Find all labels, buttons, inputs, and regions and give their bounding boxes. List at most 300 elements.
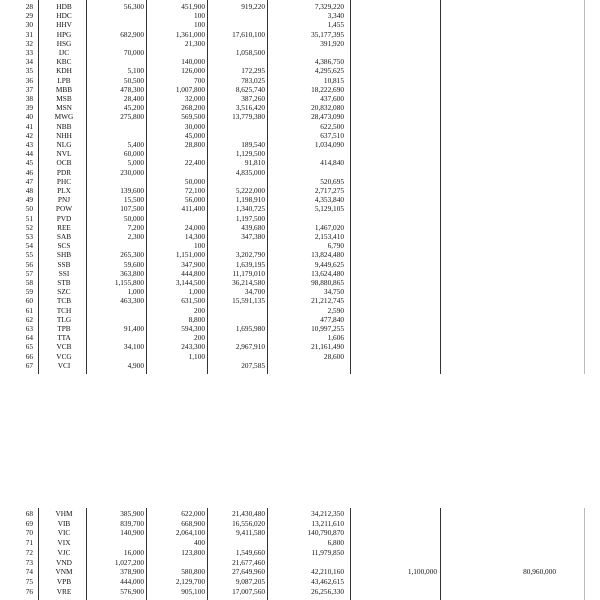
table-row <box>0 168 600 177</box>
value-col-6 <box>440 94 556 103</box>
ticker-code: VIB <box>57 518 71 528</box>
value-col-3 <box>210 538 265 547</box>
value-col-2: 200 <box>194 305 205 315</box>
value-col-4: 34,750 <box>323 287 344 297</box>
value-col-6 <box>440 538 556 547</box>
value-col-5 <box>355 140 437 149</box>
value-col-2: 668,900 <box>181 518 205 528</box>
row-index: 74 <box>25 567 33 577</box>
ticker-code: MSB <box>56 94 72 103</box>
value-col-3 <box>210 241 265 250</box>
value-col-6 <box>440 528 556 537</box>
value-col-5 <box>355 538 437 547</box>
table-row <box>0 2 600 11</box>
value-col-5 <box>355 48 437 57</box>
value-col-2: 30,000 <box>184 121 205 131</box>
table-row <box>0 519 600 528</box>
value-col-3: 1,198,910 <box>235 195 265 205</box>
value-col-1: 230,000 <box>120 167 144 177</box>
value-col-5 <box>355 57 437 66</box>
table-row <box>0 48 600 57</box>
value-col-1: 265,300 <box>120 250 144 260</box>
value-col-2: 594,300 <box>181 324 205 333</box>
value-col-2 <box>150 558 205 567</box>
value-col-4: 437,600 <box>320 94 344 103</box>
value-col-3: 1,340,725 <box>235 204 265 214</box>
row-index: 29 <box>25 11 33 21</box>
value-col-2: 451,900 <box>181 2 205 11</box>
value-col-2: 140,000 <box>181 57 205 67</box>
table-row <box>0 324 600 333</box>
ticker-code: NVL <box>56 149 72 159</box>
value-col-6 <box>440 324 556 333</box>
row-index: 76 <box>25 586 33 596</box>
value-col-1: 59,600 <box>123 259 144 269</box>
value-col-5 <box>355 287 437 296</box>
value-col-1: 140,900 <box>120 528 144 538</box>
row-index: 44 <box>25 149 33 159</box>
value-col-4: 18,222,690 <box>311 84 344 94</box>
value-col-3 <box>210 39 265 48</box>
value-col-1: 139,600 <box>120 186 144 195</box>
value-col-2: 347,900 <box>181 259 205 269</box>
value-col-6 <box>440 342 556 351</box>
row-index: 61 <box>25 305 33 315</box>
value-col-4: 637,510 <box>320 130 344 140</box>
ticker-code: PVD <box>56 213 72 223</box>
value-col-4: 140,790,870 <box>307 528 344 538</box>
row-index: 34 <box>25 57 33 67</box>
value-col-4: 4,353,840 <box>314 195 344 205</box>
value-col-1: 91,400 <box>123 324 144 333</box>
value-col-2: 268,200 <box>181 103 205 113</box>
value-col-6 <box>440 548 556 557</box>
value-col-6 <box>440 204 556 213</box>
ticker-code: VJC <box>57 547 71 557</box>
value-col-5 <box>355 131 437 140</box>
value-col-3: 16,556,020 <box>232 518 265 528</box>
value-col-3: 1,639,195 <box>235 259 265 269</box>
row-index: 60 <box>25 296 33 306</box>
value-col-3: 207,585 <box>241 360 265 370</box>
value-col-5 <box>355 324 437 333</box>
value-col-2: 905,100 <box>181 586 205 596</box>
value-col-1 <box>88 122 144 131</box>
value-col-2: 1,361,000 <box>175 29 205 39</box>
value-col-3: 4,835,000 <box>235 167 265 177</box>
table-row <box>0 278 600 287</box>
row-index: 59 <box>25 287 33 297</box>
ticker-code: OCB <box>56 158 72 168</box>
ticker-code: SCS <box>57 241 71 251</box>
value-col-1: 60,000 <box>123 149 144 159</box>
value-col-4: 35,177,395 <box>311 29 344 39</box>
value-col-4: 21,212,745 <box>311 296 344 306</box>
value-col-4: 2,153,410 <box>314 232 344 241</box>
value-col-2: 8,800 <box>188 314 205 324</box>
value-col-4: 477,840 <box>320 314 344 324</box>
value-col-4: 520,695 <box>320 176 344 186</box>
value-col-6 <box>440 20 556 29</box>
value-col-3: 439,680 <box>241 222 265 232</box>
row-index: 57 <box>25 268 33 278</box>
value-col-6 <box>440 85 556 94</box>
value-col-2 <box>150 48 205 57</box>
value-col-4: 4,386,750 <box>314 57 344 67</box>
value-col-3: 17,610,100 <box>232 29 265 39</box>
ticker-code: KBC <box>56 57 72 67</box>
value-col-5 <box>355 39 437 48</box>
value-col-6 <box>440 30 556 39</box>
ticker-code: PLX <box>57 186 71 195</box>
value-col-2 <box>150 149 205 158</box>
value-col-3: 9,087,205 <box>235 576 265 586</box>
table-row <box>0 361 600 370</box>
table-row <box>0 214 600 223</box>
table-row <box>0 177 600 186</box>
value-col-6 <box>440 306 556 315</box>
row-index: 40 <box>25 112 33 122</box>
value-col-3: 5,222,000 <box>235 186 265 195</box>
value-col-2: 72,100 <box>184 186 205 195</box>
ticker-code: HPG <box>56 29 72 39</box>
table-row <box>0 333 600 342</box>
table-row <box>0 528 600 537</box>
value-col-1 <box>88 131 144 140</box>
value-col-1: 2,300 <box>127 232 144 241</box>
row-index: 66 <box>25 351 33 361</box>
row-index: 42 <box>25 130 33 140</box>
table-row <box>0 94 600 103</box>
value-col-4 <box>270 149 344 158</box>
value-col-5 <box>355 223 437 232</box>
table-row <box>0 352 600 361</box>
row-index: 67 <box>25 360 33 370</box>
value-col-5 <box>355 122 437 131</box>
value-col-5 <box>355 112 437 121</box>
value-col-6 <box>440 296 556 305</box>
value-col-5: 1,100,000 <box>407 567 437 577</box>
value-col-4 <box>270 558 344 567</box>
value-col-1 <box>88 177 144 186</box>
value-col-1: 385,900 <box>120 509 144 518</box>
value-col-1: 50,500 <box>123 75 144 85</box>
value-col-5 <box>355 214 437 223</box>
value-col-2: 200 <box>194 333 205 343</box>
value-col-6 <box>440 103 556 112</box>
value-col-3: 2,967,910 <box>235 342 265 352</box>
ticker-code: HDC <box>56 11 72 21</box>
value-col-6 <box>440 278 556 287</box>
table-row <box>0 223 600 232</box>
table-row <box>0 567 600 576</box>
value-col-1 <box>88 39 144 48</box>
value-col-4: 10,997,255 <box>311 324 344 333</box>
table-row <box>0 269 600 278</box>
value-col-6 <box>440 361 556 370</box>
ticker-code: VPB <box>56 576 72 586</box>
value-col-6 <box>440 352 556 361</box>
value-col-2: 400 <box>194 538 205 548</box>
row-index: 55 <box>25 250 33 260</box>
value-col-3: 13,779,380 <box>232 112 265 122</box>
row-index: 72 <box>25 547 33 557</box>
value-col-4 <box>270 168 344 177</box>
value-col-4 <box>270 48 344 57</box>
ticker-code: REE <box>57 222 71 232</box>
value-col-3: 34,700 <box>244 287 265 297</box>
row-index: 65 <box>25 342 33 352</box>
value-col-2: 1,000 <box>188 287 205 297</box>
value-col-4: 622,500 <box>320 121 344 131</box>
value-col-3: 387,260 <box>241 94 265 103</box>
row-index: 32 <box>25 38 33 48</box>
value-col-4: 7,329,220 <box>314 2 344 11</box>
value-col-4: 42,210,160 <box>311 567 344 577</box>
row-index: 33 <box>25 48 33 57</box>
value-col-4: 1,606 <box>327 333 344 343</box>
value-col-1: 7,200 <box>127 222 144 232</box>
value-col-5 <box>355 76 437 85</box>
table-row <box>0 342 600 351</box>
value-col-3: 1,197,500 <box>235 213 265 223</box>
table-row <box>0 287 600 296</box>
value-col-5 <box>355 519 437 528</box>
row-index: 56 <box>25 259 33 269</box>
value-col-1: 5,000 <box>127 158 144 168</box>
ticker-code: MBB <box>55 84 73 94</box>
row-index: 45 <box>25 158 33 168</box>
value-col-1: 463,300 <box>120 296 144 306</box>
value-col-5 <box>355 558 437 567</box>
ticker-code: VND <box>56 557 72 567</box>
value-col-3: 27,649,960 <box>232 567 265 577</box>
value-col-6 <box>440 158 556 167</box>
value-col-3: 1,129,500 <box>235 149 265 159</box>
ticker-code: TTA <box>57 333 71 343</box>
value-col-5 <box>355 342 437 351</box>
value-col-5 <box>355 158 437 167</box>
ticker-code: VCB <box>56 342 72 352</box>
value-col-3: 1,058,500 <box>235 48 265 57</box>
ticker-code: VNM <box>55 567 73 577</box>
value-col-4: 6,800 <box>327 538 344 548</box>
value-col-5 <box>355 204 437 213</box>
ticker-code: NHH <box>56 130 72 140</box>
table-row <box>0 509 600 518</box>
value-col-1: 5,400 <box>127 140 144 149</box>
ticker-code: HHV <box>56 20 72 30</box>
value-col-5 <box>355 315 437 324</box>
table-row <box>0 140 600 149</box>
value-col-1 <box>88 306 144 315</box>
value-col-1: 56,300 <box>123 2 144 11</box>
table-row <box>0 587 600 596</box>
value-col-5 <box>355 260 437 269</box>
ticker-code: VIX <box>57 538 71 548</box>
value-col-3: 21,430,480 <box>232 509 265 518</box>
value-col-6 <box>440 76 556 85</box>
value-col-4: 391,920 <box>320 38 344 48</box>
value-col-2: 32,000 <box>184 94 205 103</box>
table-row <box>0 85 600 94</box>
table-row <box>0 296 600 305</box>
row-index: 36 <box>25 75 33 85</box>
value-col-6 <box>440 333 556 342</box>
value-col-5 <box>355 232 437 241</box>
row-index: 50 <box>25 204 33 214</box>
table-row <box>0 250 600 259</box>
value-col-4: 20,832,080 <box>311 103 344 113</box>
table-row <box>0 158 600 167</box>
row-index: 73 <box>25 557 33 567</box>
table-row <box>0 315 600 324</box>
value-col-1: 1,027,200 <box>114 557 144 567</box>
value-col-6 <box>440 223 556 232</box>
table-row <box>0 204 600 213</box>
value-col-2: 2,064,100 <box>175 528 205 538</box>
value-col-5 <box>355 168 437 177</box>
ticker-code: TCB <box>56 296 72 306</box>
row-index: 43 <box>25 140 33 149</box>
value-col-1: 378,900 <box>120 567 144 577</box>
value-col-4: 1,455 <box>327 20 344 30</box>
value-col-2: 126,000 <box>181 66 205 76</box>
value-col-3 <box>210 177 265 186</box>
value-col-4: 3,340 <box>327 11 344 21</box>
row-index: 58 <box>25 278 33 287</box>
value-col-2: 14,300 <box>184 232 205 241</box>
table-row <box>0 558 600 567</box>
value-col-1: 4,900 <box>127 360 144 370</box>
value-col-4: 13,624,480 <box>311 268 344 278</box>
row-index: 70 <box>25 528 33 538</box>
value-col-6 <box>440 587 556 596</box>
value-col-3: 3,202,790 <box>235 250 265 260</box>
value-col-2: 22,400 <box>184 158 205 168</box>
value-col-4: 11,979,850 <box>311 547 344 557</box>
value-col-3 <box>210 333 265 342</box>
value-col-1: 15,500 <box>123 195 144 205</box>
value-col-1: 363,800 <box>120 268 144 278</box>
ticker-code: NLG <box>56 140 72 149</box>
row-index: 52 <box>25 222 33 232</box>
value-col-6 <box>440 122 556 131</box>
ticker-code: PHC <box>56 176 72 186</box>
value-col-3 <box>210 131 265 140</box>
value-col-6 <box>440 269 556 278</box>
value-col-1 <box>88 538 144 547</box>
value-col-5 <box>355 11 437 20</box>
row-index: 30 <box>25 20 33 30</box>
ticker-code: MWG <box>54 112 74 122</box>
value-col-4: 1,034,090 <box>314 140 344 149</box>
ticker-code: TPB <box>57 324 71 333</box>
value-col-5 <box>355 352 437 361</box>
ticker-code: POW <box>55 204 73 214</box>
ticker-code: HDB <box>56 2 72 11</box>
value-col-6 <box>440 287 556 296</box>
row-index: 39 <box>25 103 33 113</box>
value-col-6 <box>440 519 556 528</box>
value-col-3: 17,007,560 <box>232 586 265 596</box>
table-row <box>0 39 600 48</box>
ticker-code: SAB <box>56 232 72 241</box>
table-row <box>0 548 600 557</box>
row-index: 54 <box>25 241 33 251</box>
ticker-code: IJC <box>58 48 70 57</box>
value-col-1 <box>88 11 144 20</box>
value-col-5 <box>355 20 437 29</box>
value-col-1: 34,100 <box>123 342 144 352</box>
value-col-4: 34,212,350 <box>311 509 344 518</box>
ticker-code: SSB <box>57 259 71 269</box>
value-col-2: 569,500 <box>181 112 205 122</box>
value-col-4: 6,790 <box>327 241 344 251</box>
value-col-3: 919,220 <box>241 2 265 11</box>
value-col-4: 5,129,105 <box>314 204 344 214</box>
value-col-4: 9,449,625 <box>314 259 344 269</box>
value-col-4: 28,473,090 <box>311 112 344 122</box>
table-row <box>0 306 600 315</box>
row-index: 46 <box>25 167 33 177</box>
value-col-2: 100 <box>194 241 205 251</box>
value-col-2: 28,800 <box>184 140 205 149</box>
value-col-1: 444,000 <box>120 576 144 586</box>
value-col-5 <box>355 94 437 103</box>
value-col-5 <box>355 528 437 537</box>
value-col-2: 123,800 <box>181 547 205 557</box>
value-col-5 <box>355 509 437 518</box>
value-col-1 <box>88 57 144 66</box>
value-col-5 <box>355 66 437 75</box>
value-col-1: 16,000 <box>123 547 144 557</box>
row-index: 47 <box>25 176 33 186</box>
value-col-5 <box>355 103 437 112</box>
value-col-2: 411,400 <box>181 204 205 214</box>
table-row <box>0 30 600 39</box>
row-index: 69 <box>25 518 33 528</box>
value-col-1 <box>88 352 144 361</box>
value-col-3 <box>210 20 265 29</box>
value-col-5 <box>355 85 437 94</box>
value-col-4: 26,256,330 <box>311 586 344 596</box>
ticker-code: VCG <box>56 351 72 361</box>
value-col-4: 13,824,480 <box>311 250 344 260</box>
value-col-2: 622,000 <box>181 509 205 518</box>
value-col-1: 107,500 <box>120 204 144 214</box>
value-col-6 <box>440 39 556 48</box>
value-col-4: 1,467,020 <box>314 222 344 232</box>
row-index: 38 <box>25 94 33 103</box>
value-col-2: 243,300 <box>181 342 205 352</box>
value-col-1: 839,700 <box>120 518 144 528</box>
value-col-2: 444,800 <box>181 268 205 278</box>
value-col-6 <box>440 57 556 66</box>
table-row <box>0 131 600 140</box>
value-col-1 <box>88 333 144 342</box>
table-block-bottom <box>0 508 600 600</box>
table-row <box>0 122 600 131</box>
value-col-1: 28,400 <box>123 94 144 103</box>
value-col-6 <box>440 315 556 324</box>
value-col-4: 21,161,490 <box>311 342 344 352</box>
value-col-3: 783,025 <box>241 75 265 85</box>
value-col-2: 2,129,700 <box>175 576 205 586</box>
table-row <box>0 112 600 121</box>
value-col-5 <box>355 269 437 278</box>
row-index: 37 <box>25 84 33 94</box>
